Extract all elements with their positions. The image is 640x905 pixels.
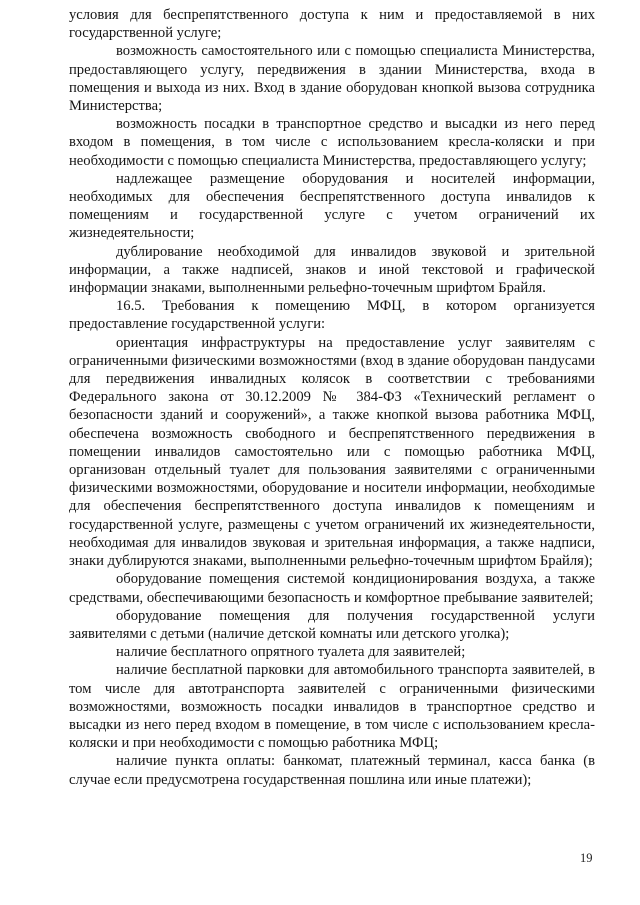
paragraph-air-conditioning: оборудование помещения системой кондиционирования воздуха, а также средствами, обеспечивающими безопасность и комфортное пребывание заявителей; — [69, 571, 595, 606]
paragraph-free-toilet: наличие бесплатного опрятного туалета для заявителей; — [116, 644, 466, 661]
paragraph-equipment-placement: надлежащее размещение оборудования и носителей информации, необходимых для обеспечения беспрепятственного доступа инвалидов к помещениям и государственной услуге с учетом ограничений их жизнедеятельности; — [69, 170, 595, 242]
paragraph-free-parking: наличие бесплатной парковки для автомобильного транспорта заявителей, в том числе для автотранспорта заявителей с ограниченными физическими возможностями, возможность посадки инвалидов в транспортное средство и высадки из него перед входом в помещение, в том числе с использованием кресла-коляски и при необходимости с помощью работника МФЦ; — [69, 662, 595, 752]
paragraph-access-conditions: условия для беспрепятственного доступа к ним и предоставляемой в них государственной услуге; — [69, 7, 595, 42]
paragraph-vehicle-boarding: возможность посадки в транспортное средство и высадки из него перед входом в помещения, в том числе с использованием кресла-коляски и при необходимости с помощью специалиста Министерства, предоставляющего услугу; — [69, 116, 595, 169]
paragraph-braille-duplication: дублирование необходимой для инвалидов звуковой и зрительной информации, а также надписей, знаков и иной текстовой и графической информации знаками, выполненными рельефно-точечным шрифтом Брайля. — [69, 243, 595, 297]
paragraph-mfc-requirements-heading: 16.5. Требования к помещению МФЦ, в котором организуется предоставление государственной услуги: — [69, 298, 595, 333]
document-page — [69, 6, 595, 789]
paragraph-independent-movement: возможность самостоятельного или с помощью специалиста Министерства, предоставляющего услугу, передвижения в здании Министерства, входа в помещения и выхода из них. Вход в здание оборудован кнопкой вызова сотрудника Министерства; — [69, 43, 595, 115]
page-number: 19 — [580, 851, 593, 865]
paragraph-payment-point: наличие пункта оплаты: банкомат, платежный терминал, касса банка (в случае если предусмотрена государственная пошлина или иные платежи); — [69, 753, 595, 788]
paragraph-children-room: оборудование помещения для получения государственной услуги заявителями с детьми (наличие детской комнаты или детского уголка); — [69, 607, 595, 642]
paragraph-infrastructure-orientation: ориентация инфраструктуры на предоставление услуг заявителям с ограниченными физическими возможностями (вход в здание оборудован пандусами для передвижения инвалидных колясок в соответствии с требованиями Федерального закона от 30.12.2009 № 384-ФЗ «Технический регламент о безопасности зданий и сооружений», а также кнопкой вызова работника МФЦ, обеспечена возможность свободного и беспрепятственного передвижения в помещении инвалидов самостоятельно или с помощью работника МФЦ, организован отдельный туалет для пользования заявителями с ограниченными физическими возможностями, оборудование и носители информации, необходимые для обеспечения беспрепятственного доступа инвалидов к помещениям и государственной услуге, размещены с учетом ограничений их жизнедеятельности, необходимая для инвалидов звуковая и зрительная информация, а также надписи, знаки дублируются знаками, выполненными рельефно-точечным шрифтом Брайля); — [69, 334, 595, 570]
